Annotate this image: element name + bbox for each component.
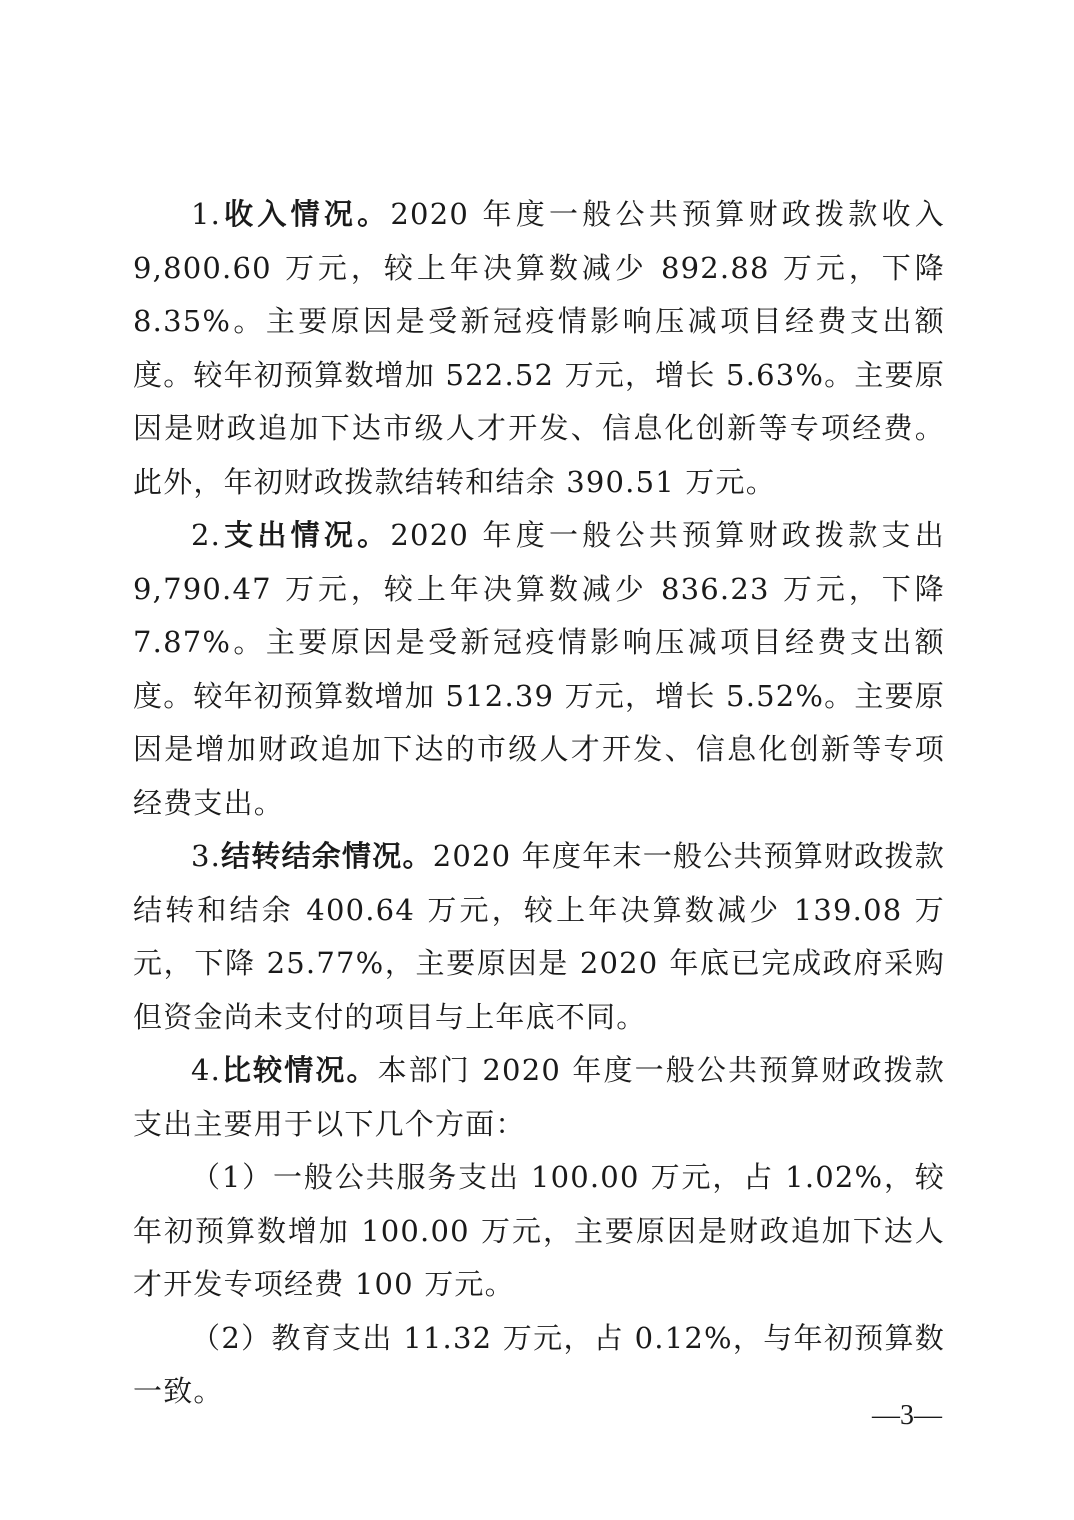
document-page [133,188,945,1419]
section-body: 2020 年度一般公共预算财政拨款支出 9,790.47 万元，较上年决算数减少 836.23 万元，下降 7.87%。主要原因是受新冠疫情影响压减项目经费支出额度。较年初预算数增加 512.39 万元，增长 5.52%。主要原因是增加财政追加下达的市级人才开发、信息化创新等专项经费支出。 [133,518,945,820]
list-item-education: （2）教育支出 11.32 万元，占 0.12%，与年初预算数一致。 [133,1320,945,1408]
section-expenditure [133,509,945,830]
section-comparison [133,1044,945,1151]
section-heading: 支出情况。 [221,518,391,552]
page-number: —3— [872,1400,942,1431]
section-number: 2. [191,518,222,552]
section-number: 4. [191,1053,222,1087]
section-number: 3. [191,839,222,873]
section-body: 2020 年度一般公共预算财政拨款收入 9,800.60 万元，较上年决算数减少 892.88 万元，下降 8.35%。主要原因是受新冠疫情影响压减项目经费支出额度。较年初预算数增加 522.52 万元，增长 5.63%。主要原因是财政追加下达市级人才开发、信息化创新等专项经费。此外，年初财政拨款结转和结余 390.51 万元。 [133,197,945,499]
section-number: 1. [191,197,222,231]
section-income [133,188,945,509]
section-heading: 结转结余情况。 [221,839,433,873]
section-carryover [133,830,945,1044]
section-heading: 收入情况。 [221,197,391,231]
list-item-public-services: （1）一般公共服务支出 100.00 万元，占 1.02%，较年初预算数增加 100.00 万元，主要原因是财政追加下达人才开发专项经费 100 万元。 [133,1160,945,1301]
section-body: 2020 年度年末一般公共预算财政拨款结转和结余 400.64 万元，较上年决算数减少 139.08 万元，下降 25.77%，主要原因是 2020 年底已完成政府采购但资金尚未支付的项目与上年底不同。 [133,839,945,1034]
section-heading: 比较情况。 [221,1053,378,1087]
section-body: 本部门 2020 年度一般公共预算财政拨款支出主要用于以下几个方面： [133,1053,945,1141]
